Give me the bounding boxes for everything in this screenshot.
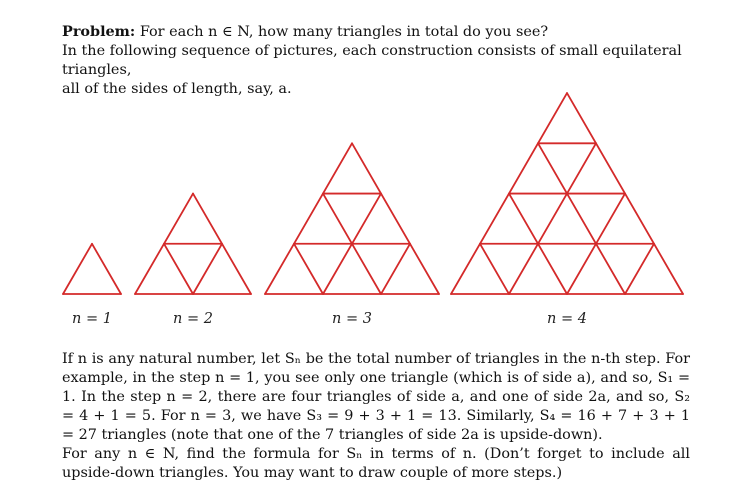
problem-question: For each n ∈ N, how many triangles in total do you see? [139,24,549,40]
problem-label: Problem: [62,23,136,40]
body-paragraph-2: For any n ∈ N, find the formula for Sₙ in terms of n. (Don’t forget to include all upside-down triangles. You may want to draw couple of more steps.) [62,446,690,481]
triangle-n4 [451,93,683,294]
caption-n3: n = 3 [332,311,372,327]
triangle-edge [294,244,323,294]
body-paragraph-1: If n is any natural number, let Sₙ be the total number of triangles in the n-th step. For example, in the step n = 1, you see only one triangle (which is of side a), and so, S₁ = 1. In the step n = 2, there are four triangles of side a, and one of side 2a, and so, S₂ = 4 + 1 = 5. For n = 3, we have S₃ = 9 + 3 + 1 = 13. Similarly, S₄ = 16 + 7 + 3 + 1 = 27 triangles (note that one of the 7 triangles of side 2a is upside-down). [62,351,690,443]
triangle-edge [538,143,625,294]
caption-n4: n = 4 [547,311,587,327]
caption-n1: n = 1 [72,311,112,327]
triangle-figures [0,80,751,330]
triangle-edge [352,143,439,294]
triangle-n1 [63,244,121,294]
triangle-edge [480,244,509,294]
triangle-edge [625,244,654,294]
triangle-edge [92,244,121,294]
triangle-edge [509,143,596,294]
triangle-edge [193,244,222,294]
problem-question-line [62,22,702,42]
setup-line-1: In the following sequence of pictures, each construction consists of small equilateral triangles, [62,43,682,78]
triangle-n2 [135,194,251,294]
triangle-edge [381,244,410,294]
triangle-edge [164,244,193,294]
triangle-n3 [265,143,439,294]
problem-body [62,350,690,483]
setup-line-2: all of the sides of length, say, a. [62,81,292,97]
caption-n2: n = 2 [173,311,213,327]
triangle-edge [265,143,352,294]
triangle-edge [63,244,92,294]
